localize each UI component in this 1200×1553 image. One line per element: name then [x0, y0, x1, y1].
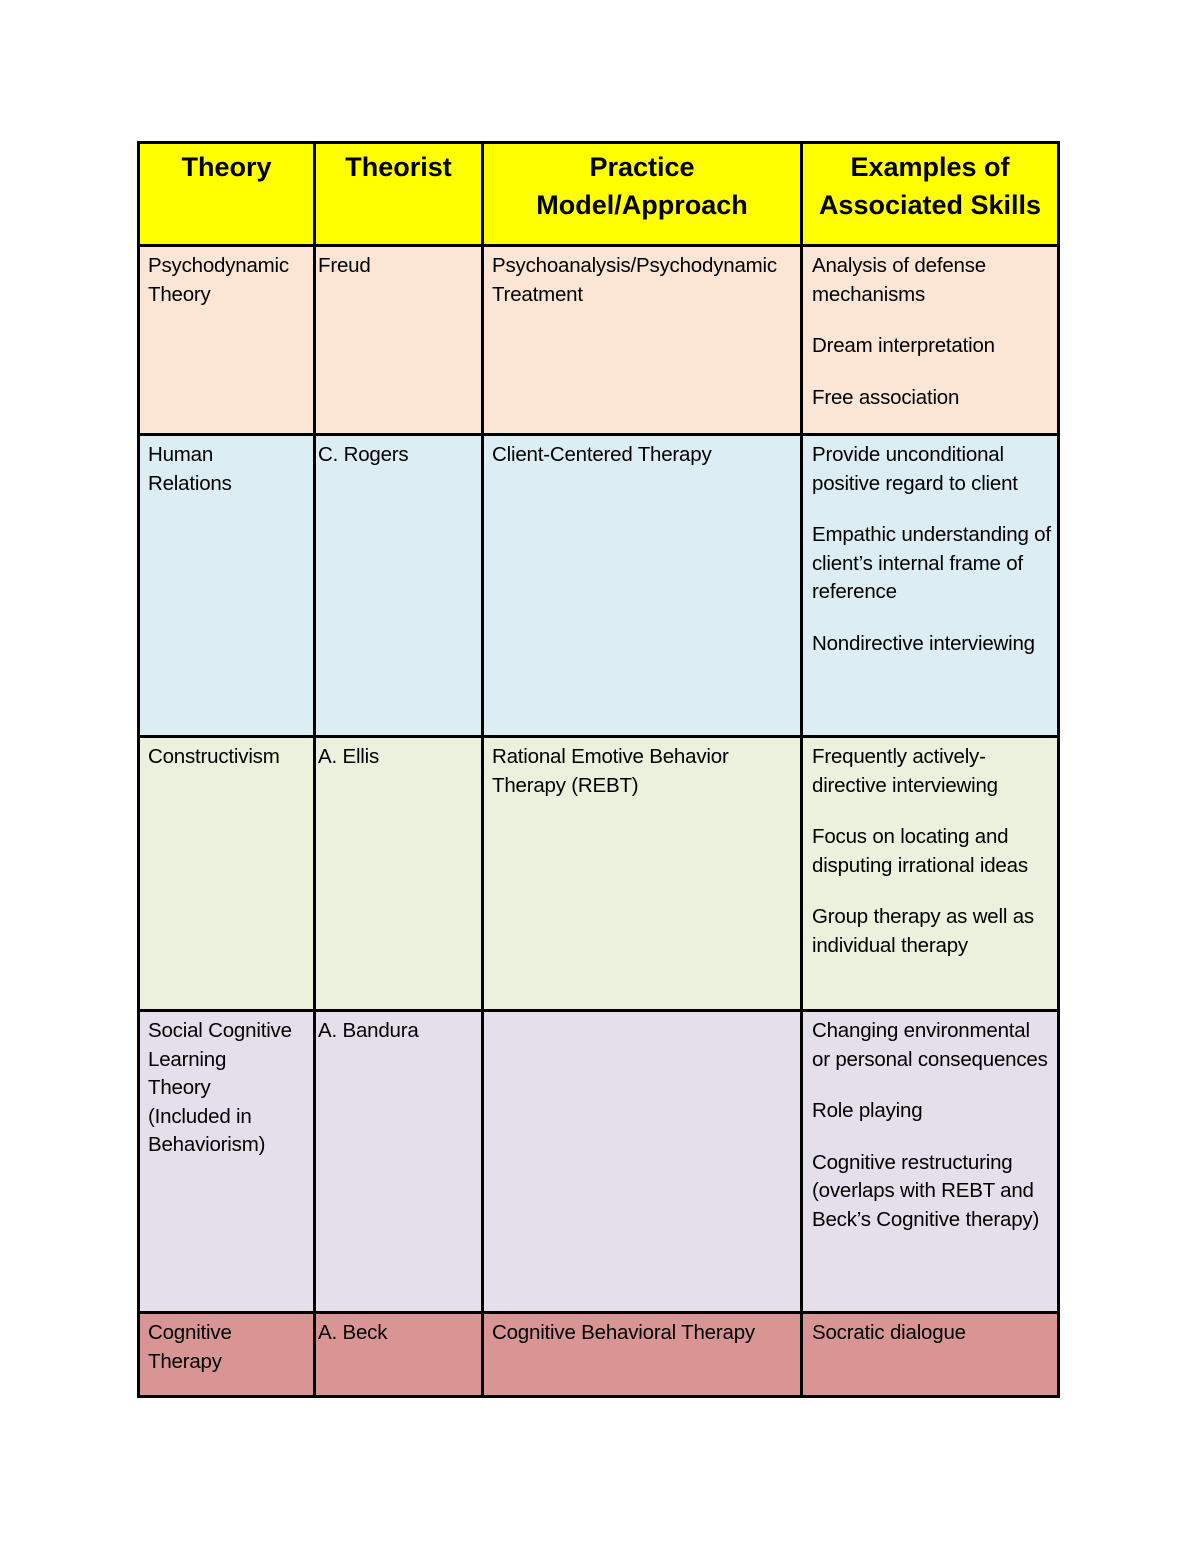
skill-item: Focus on locating and disputing irrational ideas: [812, 825, 1028, 877]
theorist-name: C. Rogers: [318, 443, 409, 466]
table-row-cognitive-therapy: [139, 1313, 1059, 1397]
cell-skills: [802, 1011, 1059, 1313]
theory-line: Human: [148, 443, 214, 466]
theorist-name: A. Beck: [318, 1321, 388, 1344]
cell-theory: [139, 737, 315, 1011]
header-associated-skills: [802, 143, 1059, 246]
cell-theory: [139, 435, 315, 737]
skill-item: Role playing: [812, 1099, 923, 1123]
theory-line: Constructivism: [148, 745, 280, 768]
cell-practice: [483, 737, 802, 1011]
header-theory: [139, 143, 315, 246]
cell-practice: [483, 435, 802, 737]
cell-practice: [483, 246, 802, 435]
theory-line: (Included in: [148, 1104, 252, 1128]
cell-practice: [483, 1313, 802, 1397]
header-theorist: [315, 143, 483, 246]
skill-item: Empathic understanding of client’s internal frame of reference: [812, 523, 1051, 604]
cell-practice-empty: [483, 1011, 802, 1313]
skill-item: Group therapy as well as individual therapy: [812, 905, 1034, 957]
theory-line: Behaviorism): [148, 1133, 266, 1157]
table-row-constructivism: [139, 737, 1059, 1011]
header-practice-model: [483, 143, 802, 246]
header-practice-line1: Practice: [589, 152, 695, 182]
practice-line: Therapy (REBT): [492, 773, 639, 797]
cell-theorist: [315, 1011, 483, 1313]
theorist-name: Freud: [318, 254, 371, 277]
practice-line: Cognitive Behavioral Therapy: [492, 1321, 755, 1344]
skill-item: Dream interpretation: [812, 334, 995, 358]
table-row-human-relations: [139, 435, 1059, 737]
practice-line: Rational Emotive Behavior: [492, 745, 729, 768]
table-row-social-cognitive: [139, 1011, 1059, 1313]
cell-theory: [139, 1011, 315, 1313]
cell-theory: [139, 246, 315, 435]
cell-skills: [802, 1313, 1059, 1397]
theory-line: Therapy: [148, 1349, 222, 1373]
skill-item: Free association: [812, 385, 960, 409]
header-practice-line2: Model/Approach: [536, 190, 748, 220]
cell-skills: [802, 246, 1059, 435]
cell-theorist: [315, 435, 483, 737]
theory-line: Psychodynamic: [148, 254, 289, 277]
practice-line: Client-Centered Therapy: [492, 443, 712, 466]
skill-item: Frequently actively-directive interviewing: [812, 745, 998, 797]
cell-theory: [139, 1313, 315, 1397]
skill-item: Analysis of defense mechanisms: [812, 254, 986, 306]
theory-line: Learning: [148, 1047, 227, 1071]
table-row-psychodynamic: [139, 246, 1059, 435]
theory-line: Theory: [148, 1076, 211, 1100]
theory-line: Cognitive: [148, 1321, 232, 1344]
cell-theorist: [315, 1313, 483, 1397]
theory-line: Theory: [148, 282, 211, 306]
skill-item: Cognitive restructuring (overlaps with REBT and Beck’s Cognitive therapy): [812, 1150, 1040, 1231]
header-skills-line2: Associated Skills: [818, 190, 1042, 220]
theory-table: [137, 141, 1060, 1398]
skill-item: Changing environmental or personal consequences: [812, 1019, 1048, 1071]
header-skills-line1: Examples of: [850, 152, 1010, 182]
cell-theorist: [315, 246, 483, 435]
practice-line: Psychoanalysis/Psychodynamic: [492, 254, 777, 277]
skill-item: Nondirective interviewing: [812, 631, 1035, 655]
skill-item: Provide unconditional positive regard to client: [812, 443, 1018, 495]
theory-line: Relations: [148, 471, 232, 495]
cell-theorist: [315, 737, 483, 1011]
cell-skills: [802, 435, 1059, 737]
skill-item: Socratic dialogue: [812, 1321, 966, 1344]
header-row: [139, 143, 1059, 246]
theorist-name: A. Bandura: [318, 1019, 419, 1042]
theorist-name: A. Ellis: [318, 745, 380, 768]
practice-line: Treatment: [492, 282, 583, 306]
header-theorist-label: Theorist: [345, 152, 452, 182]
cell-skills: [802, 737, 1059, 1011]
header-theory-label: Theory: [181, 152, 272, 182]
theory-line: Social Cognitive: [148, 1019, 292, 1042]
